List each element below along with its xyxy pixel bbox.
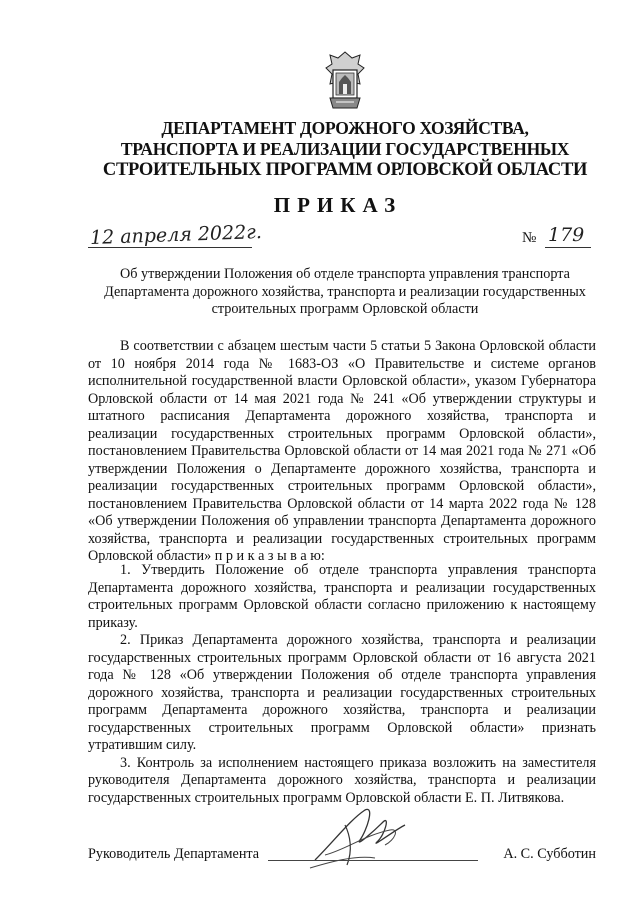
department-name: [60, 118, 630, 181]
order-item-2: 2. Приказ Департамента дорожного хозяйства, транспорта и реализации государственных строительных программ Орловской области от 16 августа 2021 года № 128 «Об утверждении Положения об отделе транспорта управления дорожного хозяйства, транспорта и реализации государственных строительных программ Департамента дорожного хозяйства, транспорта и реализации государственных строительных программ Орловской области» признать утратившим силу.: [88, 632, 596, 753]
order-item-1: 1. Утвердить Положение об отделе транспорта управления транспорта Департамента дорожного хозяйства, транспорта и реализации государственных строительных программ Орловской области согласно приложению к настоящему приказу.: [88, 562, 596, 631]
signatory-role: Руководитель Департамента: [88, 846, 260, 862]
department-line-2: ТРАНСПОРТА И РЕАЛИЗАЦИИ ГОСУДАРСТВЕННЫХ: [120, 139, 570, 159]
department-line-3: СТРОИТЕЛЬНЫХ ПРОГРАММ ОРЛОВСКОЙ ОБЛАСТИ: [102, 160, 588, 180]
signatory-name: А. С. Субботин: [503, 846, 596, 862]
number-underline: [545, 247, 591, 248]
handwritten-date: 12 апреля 2022г.: [89, 221, 263, 249]
department-line-1: ДЕПАРТАМЕНТ ДОРОЖНОГО ХОЗЯЙСТВА,: [161, 118, 529, 138]
order-item-3: 3. Контроль за исполнением настоящего приказа возложить на заместителя руководителя Департамента дорожного хозяйства, транспорта и реализации государственных строительных программ Орловской области Е. П. Литвякова.: [88, 754, 596, 806]
preamble-paragraph: В соответствии с абзацем шестым части 5 статьи 5 Закона Орловской области от 10 ноября 2014 года № 1683-ОЗ «О Правительстве и системе органов исполнительной государственной власти Орловской области», указом Губернатора Орловской области от 14 мая 2021 года № 241 «Об утверждении структуры и штатного расписания Департамента дорожного хозяйства, транспорта и реализации государственных строительных программ Орловской области», постановлением Правительства Орловской области от 14 мая 2021 года № 271 «Об утверждении Положения о Департаменте дорожного хозяйства, транспорта и реализации государственных строительных программ Орловской области», постановлением Правительства Орловской области от 14 марта 2022 года № 128 «Об утверждении Положения об управлении транспорта Департамента дорожного хозяйства, транспорта и реализации государственных строительных программ Орловской области» п р и к а з ы в а ю:: [88, 338, 596, 564]
number-sign: №: [522, 230, 537, 246]
subject-line-2: Департамента дорожного хозяйства, транспорта и реализации государственных: [104, 283, 586, 300]
document-type-title: ПРИКАЗ: [273, 193, 403, 217]
signature-line: [268, 860, 478, 861]
subject-line-1: Об утверждении Положения об отделе транспорта управления транспорта: [120, 266, 570, 282]
order-subject: [80, 266, 610, 319]
coat-of-arms-emblem: [322, 50, 368, 112]
subject-line-3: строительных программ Орловской области: [211, 301, 479, 317]
handwritten-number: 179: [548, 224, 585, 246]
order-items: [88, 562, 596, 807]
date-underline: [88, 247, 252, 248]
handwritten-signature: [305, 800, 415, 875]
